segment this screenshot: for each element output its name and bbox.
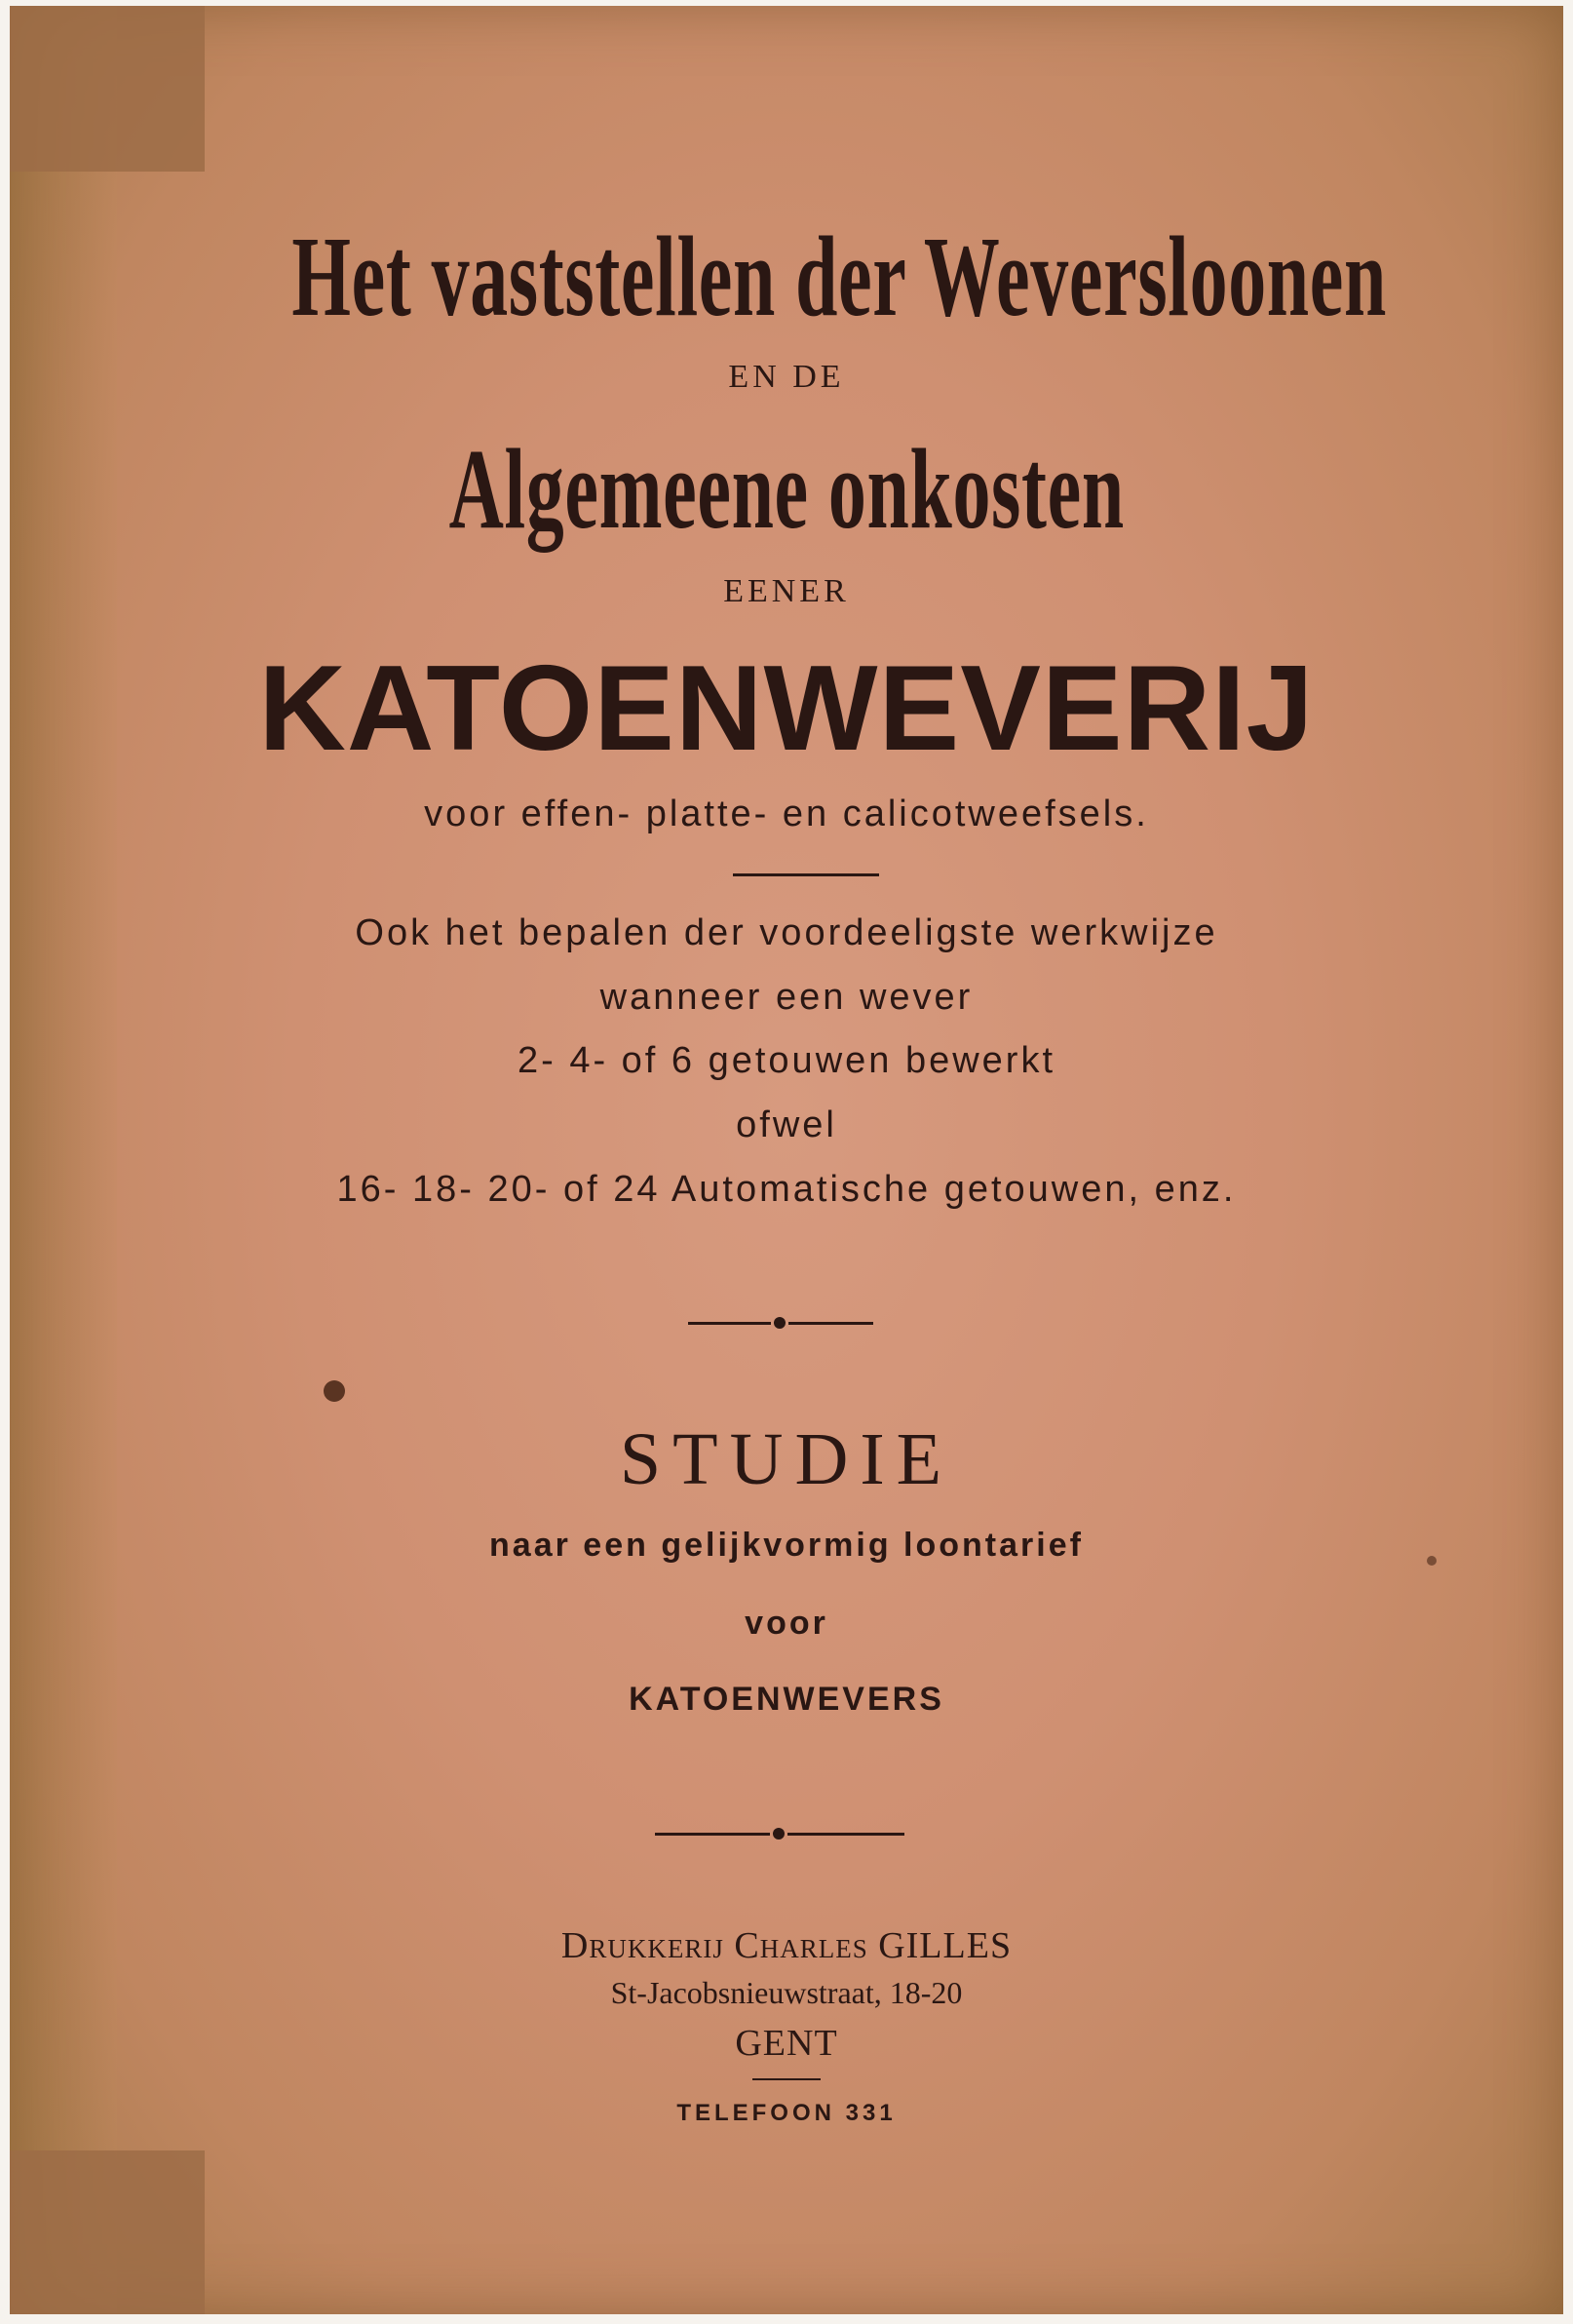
subtitle: voor effen- platte- en calicotweefsels.	[424, 794, 1149, 834]
publisher-city: GENT	[735, 2023, 838, 2064]
study-line: voor	[745, 1605, 828, 1642]
study-line: naar een gelijkvormig loontarief	[489, 1527, 1084, 1564]
ornament-divider	[688, 1316, 873, 1332]
ornament-divider	[655, 1827, 904, 1842]
publisher-name: Drukkerij Charles GILLES	[560, 1925, 1013, 1966]
title-line-3: KATOENWEVERIJ	[258, 641, 1315, 776]
spine-shadow	[10, 6, 117, 2314]
ink-stain	[324, 1380, 345, 1402]
body-line: Ook het bepalen der voordeeligste werkwijze	[355, 912, 1218, 953]
body-line: wanneer een wever	[599, 977, 974, 1018]
ornament-line	[787, 1833, 904, 1836]
body-line: ofwel	[736, 1104, 837, 1145]
divider-rule	[733, 873, 879, 876]
ornament-line	[788, 1322, 873, 1325]
corner-tab-top	[10, 6, 205, 172]
ornament-dot	[773, 1828, 785, 1840]
book-cover	[10, 6, 1563, 2314]
connector-eener: EENER	[723, 573, 850, 609]
divider-rule	[752, 2078, 821, 2080]
study-line: KATOENWEVERS	[629, 1681, 944, 1718]
ornament-line	[655, 1833, 770, 1836]
ornament-line	[688, 1322, 771, 1325]
ornament-dot	[774, 1317, 786, 1329]
title-line-2: Algemeene onkosten	[448, 425, 1125, 553]
publisher-phone: TELEFOON 331	[676, 2100, 897, 2126]
connector-en-de: EN DE	[728, 359, 845, 395]
body-line: 16- 18- 20- of 24 Automatische getouwen, enz.	[336, 1169, 1237, 1210]
title-line-1: Het vaststellen der Weversloonen	[291, 213, 1387, 340]
body-line: 2- 4- of 6 getouwen bewerkt	[517, 1040, 1056, 1081]
publisher-address: St-Jacobsnieuwstraat, 18-20	[610, 1975, 963, 2010]
corner-tab-bottom	[10, 2150, 205, 2314]
study-heading: STUDIE	[619, 1418, 954, 1500]
